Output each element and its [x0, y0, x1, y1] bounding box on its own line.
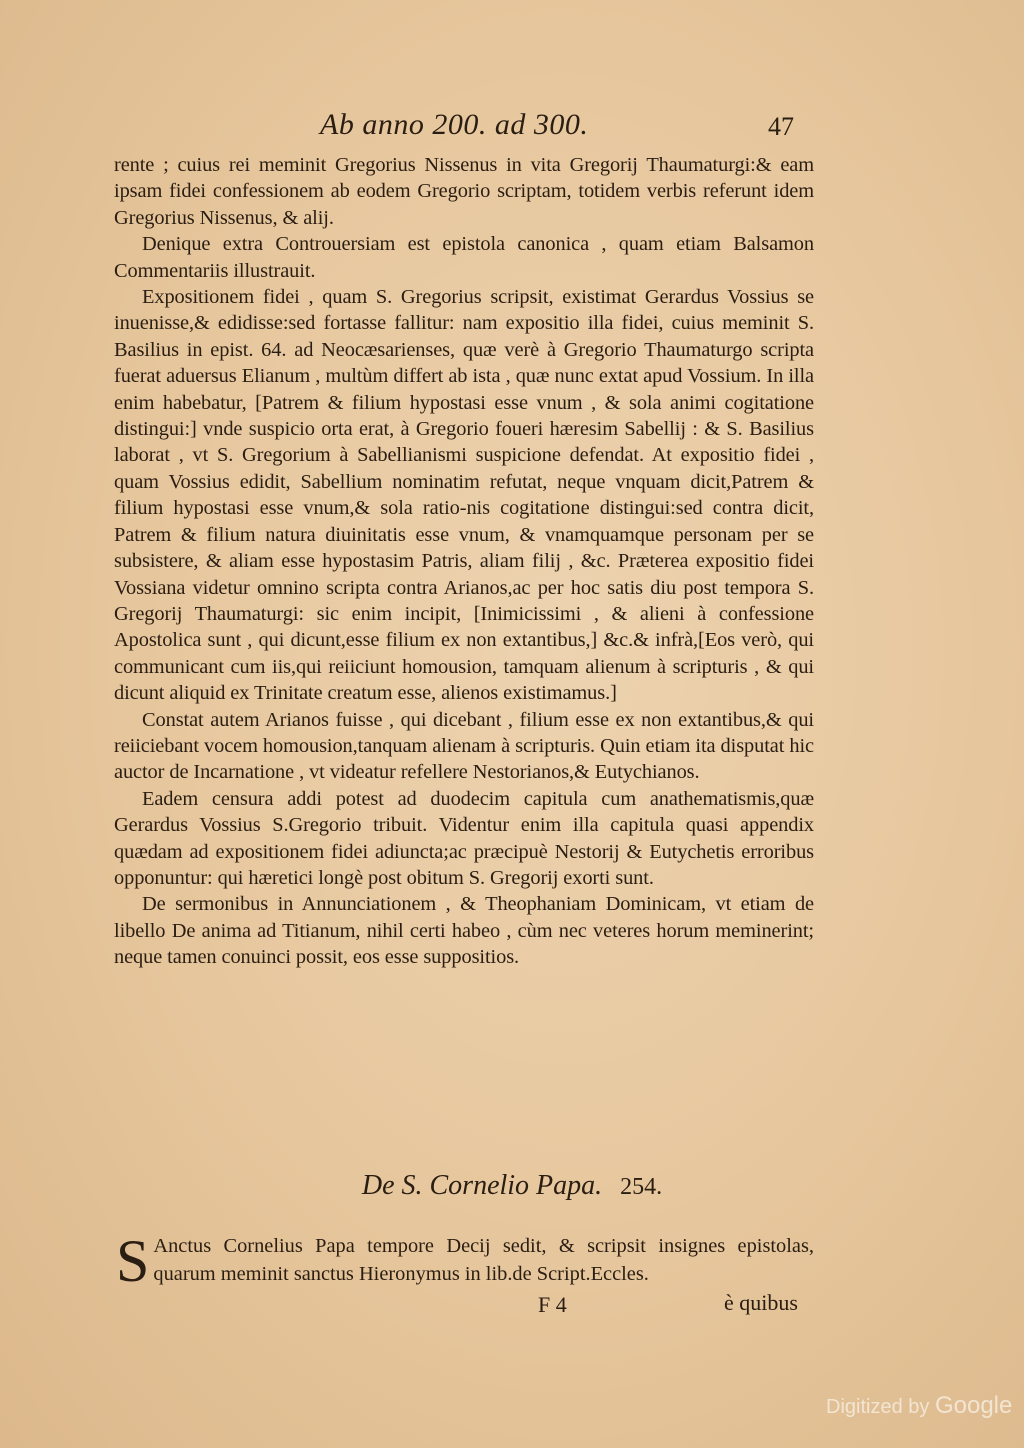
watermark-brand: Google	[934, 1392, 1013, 1419]
paragraph: Constat autem Arianos fuisse , qui dicebant , filium esse ex non extantibus,& qui reiiciebant vocem homousion,tanquam alienam à scripturis. Quin etiam ita disputat hic auctor de Incarnatione , vt videatur refellere Nestorianos,& Eutychianos.	[114, 708, 814, 784]
signature-mark: F 4	[538, 1292, 567, 1317]
paragraph: Denique extra Controuersiam est epistola canonica , quam etiam Balsamon Commentariis illustrauit.	[114, 233, 814, 282]
paragraph	[116, 1228, 814, 1294]
drop-capital: S	[116, 1228, 150, 1294]
section-heading-year: 254.	[620, 1174, 663, 1200]
paragraph: Eadem censura addi potest ad duodecim capitula cum anathematismis,quæ Gerardus Vossius S.Gregorio tribuit. Videntur enim illa capitula quasi appendix quædam ad expositionem fidei adiuncta;ac præcipuè Nestorij & Eutychetis erroribus opponuntur: qui hæretici longè post obitum S. Gregorij exorti sunt.	[114, 787, 814, 889]
section-heading	[0, 1170, 1024, 1202]
page-footer	[0, 1288, 1024, 1318]
paragraph-text: Anctus Cornelius Papa tempore Decij sedit, & scripsit insignes epistolas, quarum meminit sanctus Hieronymus in lib.de Script.Eccles.	[153, 1235, 814, 1285]
running-head-title: Ab anno 200. ad 300.	[320, 108, 589, 141]
digitization-watermark	[826, 1392, 1012, 1420]
running-head	[0, 108, 1024, 148]
paragraph: Expositionem fidei , quam S. Gregorius scripsit, existimat Gerardus Vossius se inuenisse,& edidisse:sed fortasse fallitur: nam expositio illa fidei, cuius meminit S. Basilius in epist. 64. ad Neocæsarienses, quæ verè à Gregorio Thaumaturgo scripta fuerat aduersus Elianum , multùm differt ab ista , quæ nunc extat apud Vossium. In illa enim habebatur, [Patrem & filium hypostasi esse vnum , & sola animi cogitatione distingui:] vnde suspicio orta erat, à Gregorio foueri hæresim Sabellij : & S. Basilius laborat , vt S. Gregorium à Sabellianismi suspicione defendat. At expositio fidei , quam Vossius edidit, Sabellium nominatim refutat, neque vnquam dicit,Patrem & filium hypostasi esse vnum,& sola ratio-nis cogitatione distingui:sed contra dicit, Patrem & filium natura diuinitatis esse vnum, & vnamquamque personam per se subsistere, & aliam esse hypostasim Patris, aliam filij , &c. Præterea expositio fidei Vossiana videtur omnino scripta contra Arianos,ac per hoc satis diu post tempora S. Gregorij Thaumaturgi: sic enim incipit, [Inimicissimi , & alieni à confessione Apostolica sunt , qui dicunt,esse filium ex non extantibus,] &c.& infrà,[Eos verò, qui communicant cum iis,qui reiiciunt homousion, tamquam alienum à scripturis , & qui dicunt aliquid ex Trinitate creatum esse, alienos existimamus.]	[114, 286, 814, 705]
section-text	[116, 1228, 814, 1294]
catchword: è quibus	[724, 1290, 798, 1315]
section-heading-title: De S. Cornelio Papa.	[361, 1170, 603, 1201]
paragraph: rente ; cuius rei meminit Gregorius Nissenus in vita Gregorij Thaumaturgi:& eam ipsam fidei confessionem ab eodem Gregorio scriptam, totidem verbis referunt idem Gregorius Nissenus, & alij.	[114, 154, 814, 229]
page-number: 47	[768, 112, 794, 141]
watermark-prefix: Digitized by	[826, 1396, 930, 1418]
paragraph: De sermonibus in Annunciationem , & Theophaniam Dominicam, vt etiam de libello De anima ad Titianum, nihil certi habeo , cùm nec veteres horum meminerint; neque tamen conuinci possit, eos esse suppositios.	[114, 893, 814, 969]
main-text	[114, 152, 814, 971]
